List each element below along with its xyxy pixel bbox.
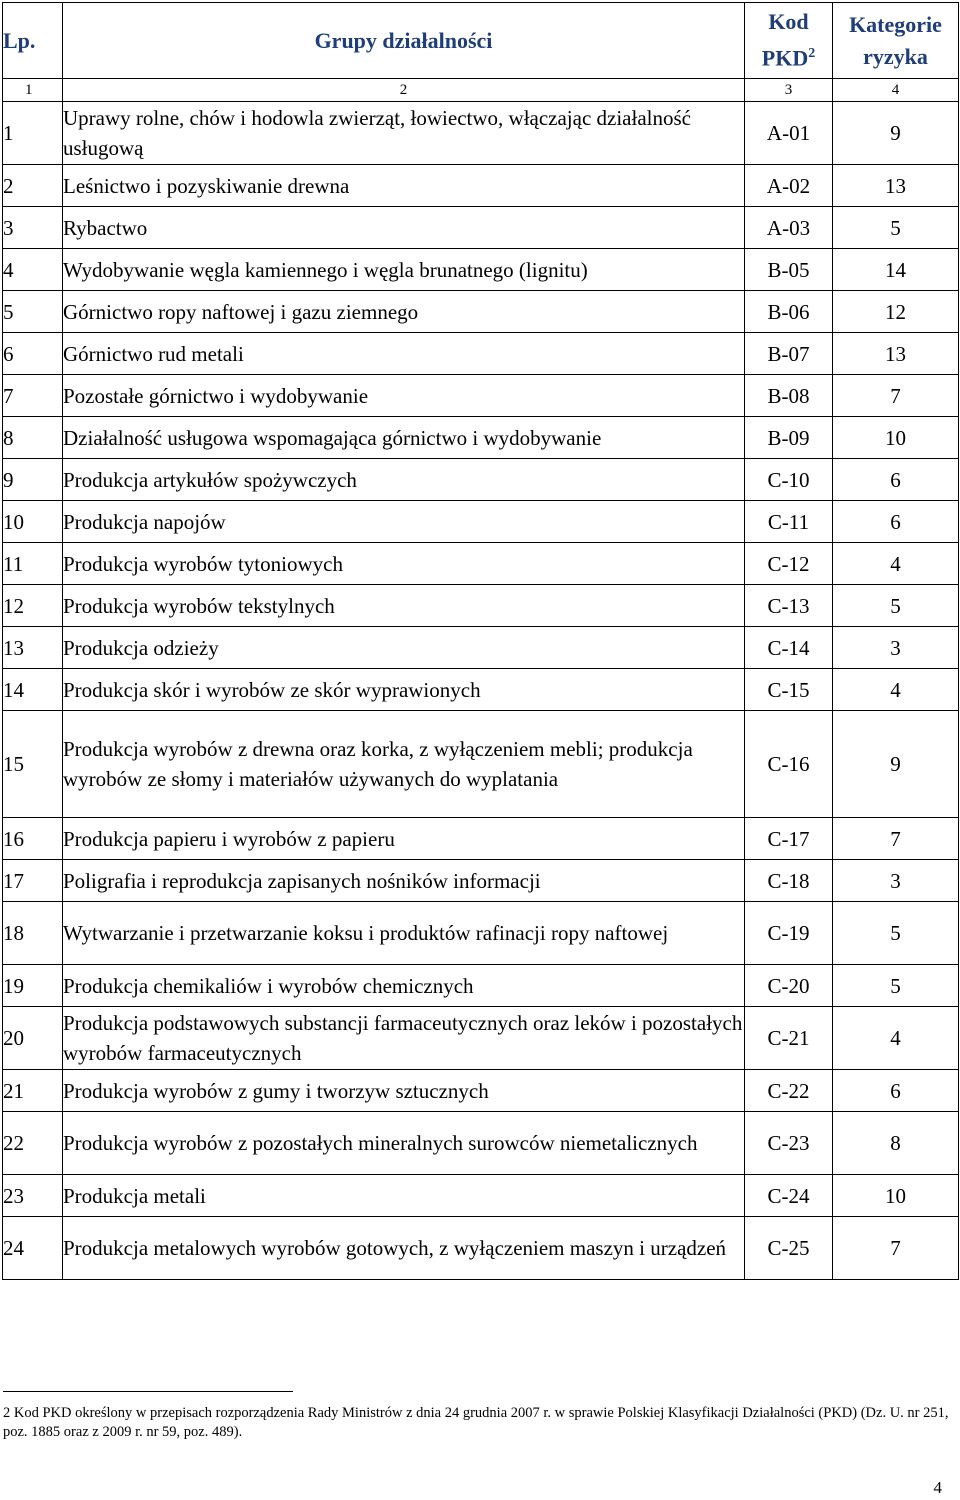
header-risk-line1: Kategorie (849, 11, 942, 37)
row-lp: 12 (3, 585, 63, 627)
row-lp: 17 (3, 860, 63, 902)
row-activity-group: Produkcja wyrobów tekstylnych (63, 585, 745, 627)
row-lp: 1 (3, 102, 63, 165)
row-pkd-code: C-22 (745, 1070, 833, 1112)
column-number: 2 (63, 79, 745, 102)
row-lp: 11 (3, 543, 63, 585)
row-activity-group: Działalność usługowa wspomagająca górnictwo i wydobywanie (63, 417, 745, 459)
row-pkd-code: B-05 (745, 249, 833, 291)
footnote-divider (3, 1391, 293, 1392)
row-pkd-code: C-10 (745, 459, 833, 501)
row-risk-category: 5 (833, 207, 959, 249)
table-row (3, 1217, 959, 1280)
header-code-line2 (745, 38, 832, 74)
row-pkd-code: C-21 (745, 1007, 833, 1070)
header-risk-line2: ryzyka (863, 43, 928, 69)
row-pkd-code: C-16 (745, 711, 833, 818)
table-row (3, 1112, 959, 1175)
row-lp: 24 (3, 1217, 63, 1280)
row-lp: 2 (3, 165, 63, 207)
row-activity-group: Górnictwo rud metali (63, 333, 745, 375)
table-row (3, 543, 959, 585)
row-pkd-code: C-13 (745, 585, 833, 627)
row-pkd-code: C-23 (745, 1112, 833, 1175)
row-pkd-code: C-20 (745, 965, 833, 1007)
column-number: 4 (833, 79, 959, 102)
row-lp: 6 (3, 333, 63, 375)
row-pkd-code: C-24 (745, 1175, 833, 1217)
row-lp: 5 (3, 291, 63, 333)
row-lp: 4 (3, 249, 63, 291)
row-risk-category: 9 (833, 102, 959, 165)
table-row (3, 165, 959, 207)
row-activity-group: Wytwarzanie i przetwarzanie koksu i produktów rafinacji ropy naftowej (63, 902, 745, 965)
row-risk-category: 10 (833, 417, 959, 459)
row-activity-group: Wydobywanie węgla kamiennego i węgla brunatnego (lignitu) (63, 249, 745, 291)
footnote-text: 2 Kod PKD określony w przepisach rozporządzenia Rady Ministrów z dnia 24 grudnia 2007 r. w sprawie Polskiej Klasyfikacji Działalności (PKD) (Dz. U. nr 251, poz. 1885 oraz z 2009 r. nr 59, poz. 489). (3, 1405, 949, 1440)
row-lp: 22 (3, 1112, 63, 1175)
table-row (3, 585, 959, 627)
row-activity-group: Leśnictwo i pozyskiwanie drewna (63, 165, 745, 207)
row-lp: 9 (3, 459, 63, 501)
row-pkd-code: C-17 (745, 818, 833, 860)
table-row (3, 1175, 959, 1217)
header-code (745, 3, 833, 79)
page-number: 4 (933, 1478, 942, 1497)
row-activity-group: Poligrafia i reprodukcja zapisanych nośników informacji (63, 860, 745, 902)
pkd-risk-table (2, 2, 959, 1280)
header-code-label: PKD (761, 45, 809, 71)
row-risk-category: 6 (833, 1070, 959, 1112)
row-activity-group: Produkcja artykułów spożywczych (63, 459, 745, 501)
row-lp: 3 (3, 207, 63, 249)
row-risk-category: 14 (833, 249, 959, 291)
row-activity-group: Produkcja wyrobów tytoniowych (63, 543, 745, 585)
table-row (3, 965, 959, 1007)
row-pkd-code: A-02 (745, 165, 833, 207)
row-risk-category: 13 (833, 165, 959, 207)
row-activity-group: Górnictwo ropy naftowej i gazu ziemnego (63, 291, 745, 333)
row-risk-category: 3 (833, 627, 959, 669)
row-lp: 8 (3, 417, 63, 459)
table-row (3, 860, 959, 902)
table-header-row (3, 3, 959, 79)
table-row (3, 501, 959, 543)
row-pkd-code: B-09 (745, 417, 833, 459)
table-row (3, 902, 959, 965)
row-pkd-code: C-11 (745, 501, 833, 543)
row-lp: 20 (3, 1007, 63, 1070)
row-activity-group: Produkcja skór i wyrobów ze skór wyprawionych (63, 669, 745, 711)
row-activity-group: Produkcja chemikaliów i wyrobów chemicznych (63, 965, 745, 1007)
row-activity-group: Produkcja podstawowych substancji farmaceutycznych oraz leków i pozostałych wyrobów farmaceutycznych (63, 1007, 745, 1070)
row-pkd-code: C-19 (745, 902, 833, 965)
row-pkd-code: C-25 (745, 1217, 833, 1280)
table-row (3, 375, 959, 417)
row-pkd-code: A-01 (745, 102, 833, 165)
row-risk-category: 13 (833, 333, 959, 375)
table-row (3, 627, 959, 669)
row-activity-group: Uprawy rolne, chów i hodowla zwierząt, łowiectwo, włączając działalność usługową (63, 102, 745, 165)
row-pkd-code: C-15 (745, 669, 833, 711)
row-pkd-code: B-06 (745, 291, 833, 333)
table-row (3, 459, 959, 501)
table-row (3, 711, 959, 818)
row-activity-group: Produkcja wyrobów z gumy i tworzyw sztucznych (63, 1070, 745, 1112)
column-number: 3 (745, 79, 833, 102)
row-pkd-code: B-08 (745, 375, 833, 417)
row-risk-category: 7 (833, 1217, 959, 1280)
table-row (3, 102, 959, 165)
row-risk-category: 8 (833, 1112, 959, 1175)
row-lp: 16 (3, 818, 63, 860)
row-risk-category: 5 (833, 585, 959, 627)
table-row (3, 417, 959, 459)
table-row (3, 818, 959, 860)
row-pkd-code: C-12 (745, 543, 833, 585)
header-risk (833, 3, 959, 79)
row-risk-category: 7 (833, 818, 959, 860)
row-risk-category: 3 (833, 860, 959, 902)
row-risk-category: 4 (833, 1007, 959, 1070)
row-pkd-code: C-14 (745, 627, 833, 669)
column-number: 1 (3, 79, 63, 102)
row-lp: 13 (3, 627, 63, 669)
table-row (3, 291, 959, 333)
row-risk-category: 6 (833, 501, 959, 543)
column-number-row (3, 79, 959, 102)
row-risk-category: 4 (833, 543, 959, 585)
row-activity-group: Produkcja papieru i wyrobów z papieru (63, 818, 745, 860)
row-activity-group: Produkcja metali (63, 1175, 745, 1217)
row-activity-group: Produkcja napojów (63, 501, 745, 543)
row-lp: 10 (3, 501, 63, 543)
row-pkd-code: B-07 (745, 333, 833, 375)
row-activity-group: Produkcja wyrobów z pozostałych mineralnych surowców niemetalicznych (63, 1112, 745, 1175)
header-code-line1: Kod (768, 9, 809, 35)
row-pkd-code: C-18 (745, 860, 833, 902)
row-risk-category: 9 (833, 711, 959, 818)
row-lp: 14 (3, 669, 63, 711)
row-risk-category: 7 (833, 375, 959, 417)
row-risk-category: 12 (833, 291, 959, 333)
table-row (3, 207, 959, 249)
row-activity-group: Produkcja wyrobów z drewna oraz korka, z wyłączeniem mebli; produkcja wyrobów ze słomy i materiałów używanych do wyplatania (63, 711, 745, 818)
row-lp: 18 (3, 902, 63, 965)
table-row (3, 1007, 959, 1070)
row-risk-category: 6 (833, 459, 959, 501)
header-lp: Lp. (3, 3, 63, 79)
footnote-marker: 2 (808, 46, 816, 62)
row-activity-group: Produkcja odzieży (63, 627, 745, 669)
header-group: Grupy działalności (63, 3, 745, 79)
table-row (3, 249, 959, 291)
row-pkd-code: A-03 (745, 207, 833, 249)
row-activity-group: Produkcja metalowych wyrobów gotowych, z wyłączeniem maszyn i urządzeń (63, 1217, 745, 1280)
row-lp: 15 (3, 711, 63, 818)
table-row (3, 333, 959, 375)
row-activity-group: Pozostałe górnictwo i wydobywanie (63, 375, 745, 417)
row-lp: 19 (3, 965, 63, 1007)
row-risk-category: 10 (833, 1175, 959, 1217)
row-risk-category: 4 (833, 669, 959, 711)
row-lp: 7 (3, 375, 63, 417)
table-row (3, 1070, 959, 1112)
table-row (3, 669, 959, 711)
row-lp: 23 (3, 1175, 63, 1217)
row-activity-group: Rybactwo (63, 207, 745, 249)
table-body (3, 102, 959, 1280)
row-lp: 21 (3, 1070, 63, 1112)
row-risk-category: 5 (833, 902, 959, 965)
row-risk-category: 5 (833, 965, 959, 1007)
